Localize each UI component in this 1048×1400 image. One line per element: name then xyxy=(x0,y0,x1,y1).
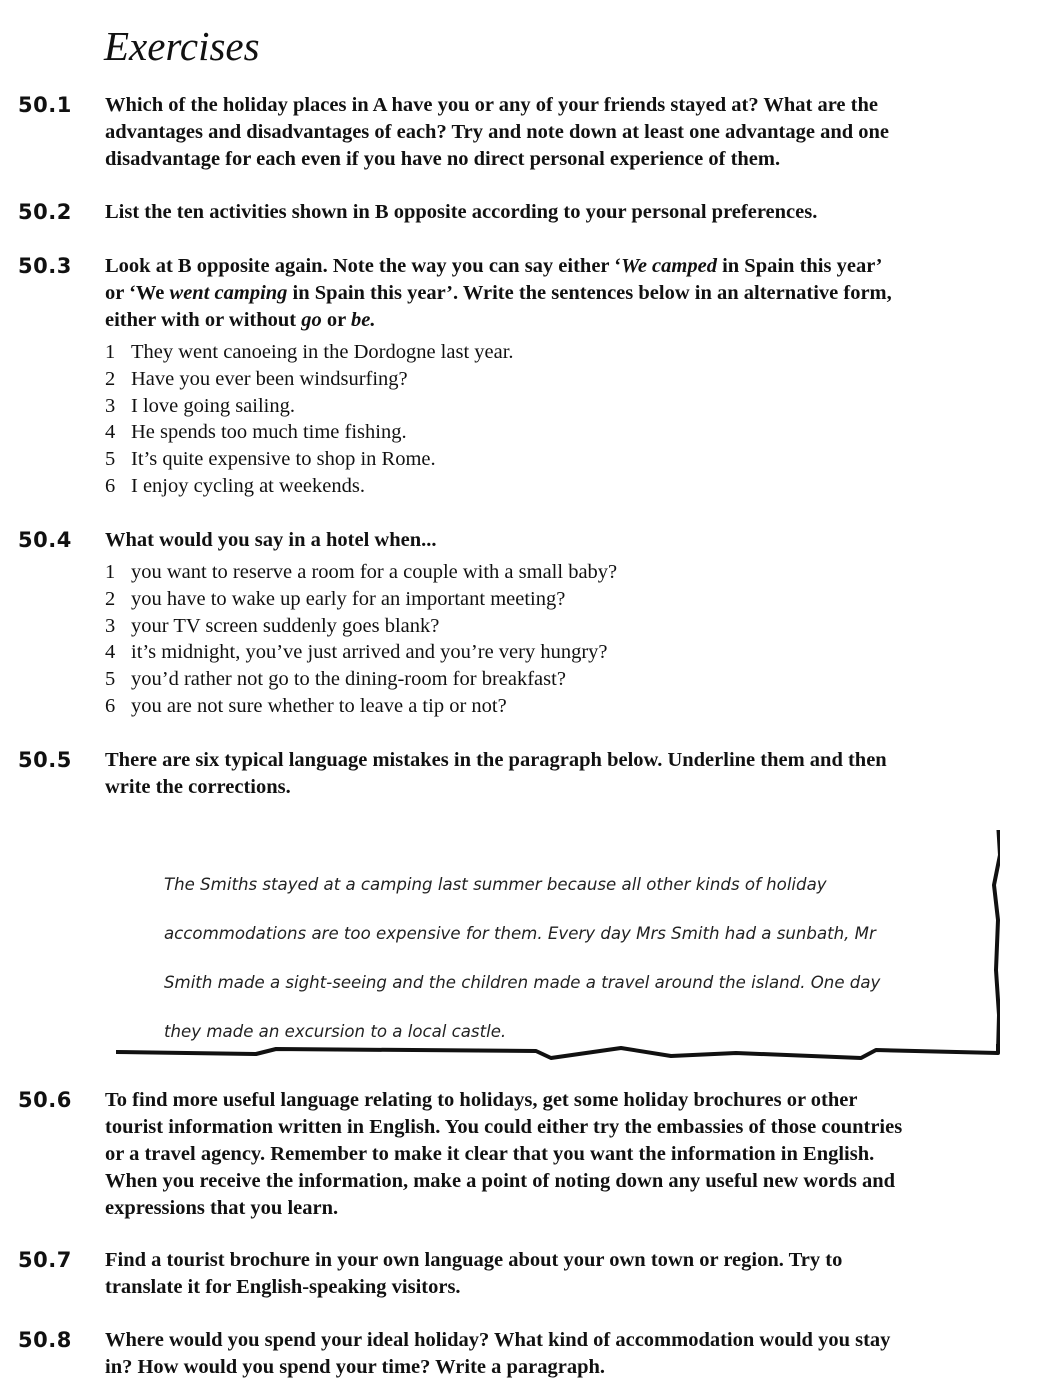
exercise-number: 50.5 xyxy=(18,748,72,772)
exercise-question: Look at B opposite again. Note the way you can say either ‘We camped in Spain this year’ or ‘We went camping in Spain this year’. Write the sentences below in an alternative form, either with or without go or be. xyxy=(105,255,892,331)
exercise-number: 50.1 xyxy=(18,93,72,117)
list-item: 4 He spends too much time fishing. xyxy=(105,421,407,444)
exercise-question: There are six typical language mistakes in the paragraph below. Underline them and then write the corrections. xyxy=(105,749,887,798)
page-title: Exercises xyxy=(104,23,260,69)
list-item: 3 I love going sailing. xyxy=(105,394,295,417)
list-item: 6 I enjoy cycling at weekends. xyxy=(105,474,365,497)
list-item: 6 you are not sure whether to leave a tip or not? xyxy=(105,694,507,717)
exercise-number: 50.8 xyxy=(18,1328,72,1352)
exercise-question: List the ten activities shown in B opposite according to your personal preferences. xyxy=(105,201,818,223)
exercise-number: 50.7 xyxy=(18,1248,72,1272)
list-item: 2 Have you ever been windsurfing? xyxy=(105,367,408,390)
list-item: 1 They went canoeing in the Dordogne last year. xyxy=(105,341,514,363)
exercise-number: 50.3 xyxy=(18,254,72,278)
list-item: 2 you have to wake up early for an important meeting? xyxy=(105,587,566,610)
list-item: 5 you’d rather not go to the dining-room for breakfast? xyxy=(105,668,566,691)
mistakes-paragraph: The Smiths stayed at a camping last summer because all other kinds of holiday accommodations are too expensive for them. Every day Mrs Smith had a sunbath, Mr Smith made a sight-seeing and the children made a travel around the island. One day they made an excursion to a local castle. xyxy=(164,875,881,1041)
mistakes-paragraph-box xyxy=(116,830,1000,1062)
list-item: 4 it’s midnight, you’ve just arrived and you’re very hungry? xyxy=(105,641,608,664)
list-item: 3 your TV screen suddenly goes blank? xyxy=(105,614,440,637)
sentence-list xyxy=(105,339,1005,500)
list-item: 1 you want to reserve a room for a couple with a small baby? xyxy=(105,561,618,583)
exercise-question: Which of the holiday places in A have you or any of your friends stayed at? What are the advantages and disadvantages of each? Try and note down at least one advantage and one disadvantage for each even if you have no direct personal experience of them. xyxy=(105,94,890,170)
exercise-question: Where would you spend your ideal holiday? What kind of accommodation would you stay in? How would you spend your time? Write a paragraph. xyxy=(105,1329,891,1378)
exercise-question: To find more useful language relating to holidays, get some holiday brochures or other tourist information written in English. You could either try the embassies of those countries or a travel agency. Remember to make it clear that you want the information in English. When you receive the information, make a point of noting down any useful new words and expressions that you learn. xyxy=(105,1089,903,1219)
exercise-question: What would you say in a hotel when... xyxy=(105,529,437,551)
exercise-number: 50.4 xyxy=(18,528,72,552)
exercise-number: 50.6 xyxy=(18,1088,72,1112)
list-item: 5 It’s quite expensive to shop in Rome. xyxy=(105,448,436,471)
situation-list xyxy=(105,559,1005,720)
exercise-number: 50.2 xyxy=(18,200,72,224)
exercise-question: Find a tourist brochure in your own language about your own town or region. Try to translate it for English-speaking visitors. xyxy=(105,1249,843,1298)
